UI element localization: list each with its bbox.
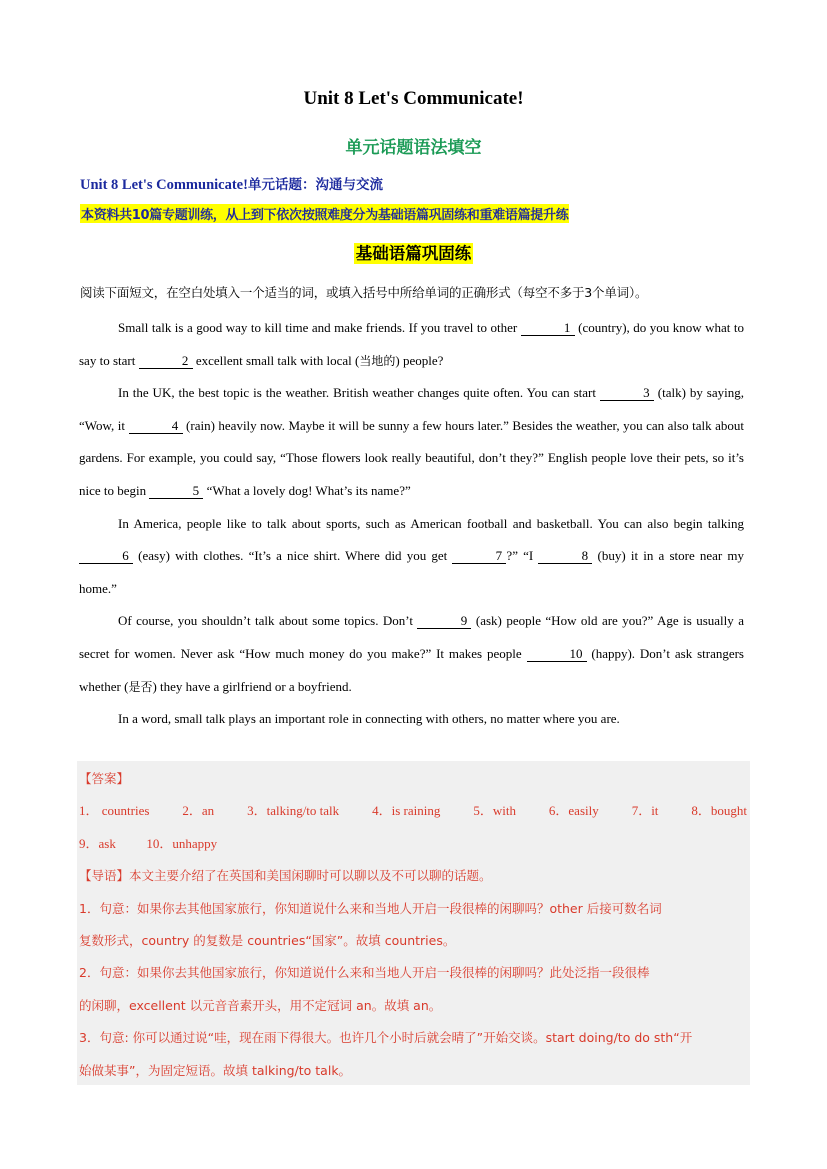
topic-english: Unit 8 Let's Communicate! <box>80 177 248 193</box>
answer-item: 4．is raining <box>372 803 441 819</box>
answer-item: 6．easily <box>548 803 599 819</box>
passage-paragraph <box>79 508 744 606</box>
explanation-1-cont: 复数形式，country 的复数是 countries“国家”。故填 countries。 <box>79 933 456 949</box>
passage-text: Of course, you shouldn’t talk about some topics. Don’t <box>118 613 418 629</box>
passage-paragraph <box>79 377 744 507</box>
passage-text: (easy) with clothes. “It’s a nice shirt. Where did you get <box>133 548 453 564</box>
answer-item: 8．bought <box>691 803 747 819</box>
passage-text: (country), do you know what to say to start <box>79 320 745 368</box>
answer-item: 9．ask <box>79 835 116 851</box>
answer-heading: 【答案】 <box>79 771 130 786</box>
passage-paragraph <box>79 312 744 377</box>
passage-paragraph <box>79 605 744 703</box>
passage-text: (happy). Don’t ask strangers whether ( <box>79 645 744 694</box>
unit-topic <box>80 173 383 194</box>
blank-1: 1 <box>521 320 575 336</box>
answer-item: 1． countries <box>79 803 150 819</box>
answer-list <box>79 795 747 827</box>
answer-item: 5．with <box>473 803 516 819</box>
highlighted-note: 本资料共10篇专题训练，从上到下依次按照难度分为基础语篇巩固练和重难语篇提升练 <box>80 204 569 223</box>
explanation-3: 3．句意: 你可以通过说“哇，现在雨下得很大。也许几个小时后就会晴了”开始交谈。start doing/to do sth“开 <box>79 1030 693 1046</box>
passage-chinese-gloss: 是否 <box>128 679 153 694</box>
blank-10: 10 <box>527 646 587 662</box>
answer-item: 3．talking/to talk <box>247 803 340 819</box>
explanation-2-cont: 的闲聊，excellent 以元音音素开头，用不定冠词 an。故填 an。 <box>79 997 442 1013</box>
passage-text: ) people? <box>395 352 444 368</box>
passage-paragraph: In a word, small talk plays an important role in connecting with others, no matter where you are. <box>118 711 620 727</box>
guide-label: 【导语】 <box>79 868 130 884</box>
passage-text: In America, people like to talk about sports, such as American football and basketball. You can also begin talking <box>118 515 744 531</box>
section-title: 基础语篇巩固练 <box>355 244 472 263</box>
passage-text: (buy) it in a store near my home.” <box>79 548 745 596</box>
blank-8: 8 <box>538 548 592 564</box>
passage-chinese-gloss: 当地的 <box>359 353 396 368</box>
document-subtitle: 单元话题语法填空 <box>345 138 482 158</box>
guide-line <box>79 860 747 892</box>
reading-passage <box>79 312 744 736</box>
document-title: Unit 8 Let's Communicate! <box>303 88 524 109</box>
passage-text: (rain) heavily now. Maybe it will be sunny a few hours later.” Besides the weather, you can also talk about gardens. For example, you could say, “Those flowers look really beautiful, don’t they?” English people love their pets, so it’s nice to begin <box>79 417 744 498</box>
passage-text: ?” “I <box>506 548 539 564</box>
blank-3: 3 <box>600 385 654 401</box>
passage-text: Small talk is a good way to kill time and make friends. If you travel to other <box>118 320 521 335</box>
answer-section <box>79 763 747 1087</box>
blank-5: 5 <box>149 483 203 499</box>
passage-text: ) they have a girlfriend or a boyfriend. <box>152 678 352 694</box>
blank-7: 7 <box>452 548 506 564</box>
passage-text: excellent small talk with local ( <box>195 352 360 368</box>
blank-4: 4 <box>129 418 183 434</box>
passage-text: “What a lovely dog! What’s its name?” <box>203 482 411 498</box>
explanation-2: 2．句意：如果你去其他国家旅行，你知道说什么来和当地人开启一段很棒的闲聊吗？此处泛指一段很棒 <box>79 965 650 981</box>
exercise-instruction: 阅读下面短文，在空白处填入一个适当的词，或填入括号中所给单词的正确形式（每空不多于3个单词）。 <box>80 285 648 300</box>
passage-text: In the UK, the best topic is the weather. British weather changes quite often. You can start <box>118 385 600 401</box>
answer-list-continued <box>79 828 747 860</box>
answer-item: 7．it <box>631 803 659 819</box>
explanation-1: 1．句意：如果你去其他国家旅行，你知道说什么来和当地人开启一段很棒的闲聊吗？other 后接可数名词 <box>79 900 662 916</box>
guide-text: 本文主要介绍了在英国和美国闲聊时可以聊以及不可以聊的话题。 <box>129 868 492 884</box>
blank-2: 2 <box>139 353 193 369</box>
answer-item: 2．an <box>182 803 215 819</box>
topic-chinese: 单元话题：沟通与交流 <box>247 177 383 193</box>
blank-9: 9 <box>417 613 471 629</box>
passage-text: (talk) by saying, “Wow, it <box>79 385 744 433</box>
explanation-3-cont: 始做某事”，为固定短语。故填 talking/to talk。 <box>79 1062 352 1078</box>
section-heading <box>0 240 827 264</box>
answer-item: 10．unhappy <box>146 835 218 851</box>
passage-text: (ask) people “How old are you?” Age is usually a secret for women. Never ask “How much money do you make?” It makes people <box>79 613 744 661</box>
blank-6: 6 <box>79 548 133 564</box>
